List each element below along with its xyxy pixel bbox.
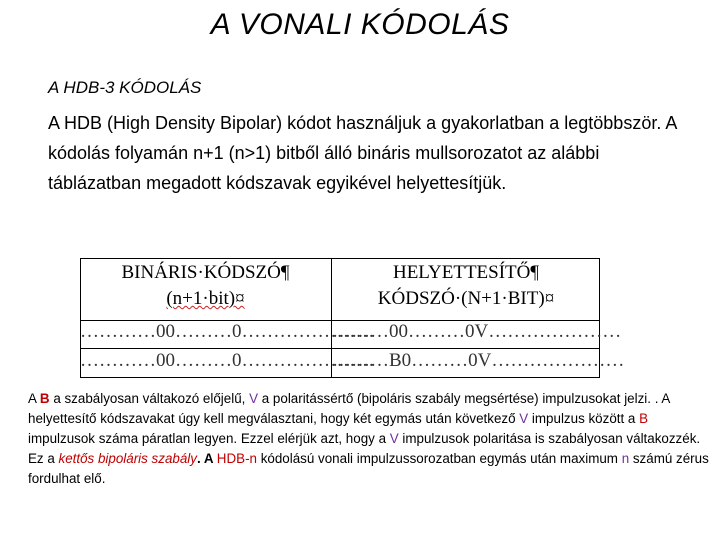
hdb-n-term: HDB-n	[216, 451, 257, 466]
text-span: A	[28, 391, 40, 406]
text-span: a polaritássértő (bipoláris szabály megsértése) impulzusokat jelzi. . A helyettesítő kódszavakat úgy kell megválasztani, hogy két egymás után következő	[28, 391, 670, 426]
highlight-phrase: kettős bipoláris szabály	[58, 451, 197, 466]
section-subtitle: A HDB-3 KÓDOLÁS	[48, 78, 202, 97]
text-span: impulzus között a	[528, 411, 640, 426]
code-table	[80, 258, 625, 378]
text-span: impulzusok száma páratlan legyen. Ezzel elérjük azt, hogy a	[28, 431, 390, 446]
table-row-1-binary: …………00………0…………………	[80, 321, 375, 342]
symbol-v: V	[389, 431, 399, 446]
text-span: . A	[196, 451, 217, 466]
header-replacement-line1: HELYETTESÍTŐ¶	[392, 262, 539, 283]
intro-paragraph: A HDB (High Density Bipolar) kódot használjuk a gyakorlatban a legtöbbször. A kódolás folyamán n+1 (n>1) bitből álló bináris mullsorozatot az alábbi táblázatban megadott kódszavak egyikével helyettesítjük.	[48, 113, 677, 193]
symbol-v: V	[519, 411, 529, 426]
table-row-divider	[80, 348, 600, 349]
symbol-b: B	[639, 411, 649, 426]
header-binary-line2-text: (n+1·bit)¤	[166, 288, 245, 309]
header-binary-line1: BINÁRIS·KÓDSZÓ¶	[121, 262, 290, 283]
symbol-b: B	[39, 391, 50, 406]
page-title: A VONALI KÓDOLÁS	[210, 8, 510, 41]
symbol-n: n	[621, 451, 630, 466]
text-span: számú zérus fordulhat elő.	[28, 451, 709, 486]
header-binary-line2	[80, 288, 331, 310]
table-row-2-binary: …………00………0…………………	[80, 350, 375, 371]
header-replacement-line2: KÓDSZÓ·(N+1·BIT)¤	[377, 288, 555, 309]
table-row-2-replacement: ………B0………0V…………………	[332, 350, 625, 371]
table-row-1-replacement: ………00………0V…………………	[332, 321, 622, 342]
explanation-paragraph	[28, 389, 710, 489]
text-span: kódolású vonali impulzussorozatban egymás után maximum	[256, 451, 622, 466]
symbol-v: V	[249, 391, 259, 406]
text-span: impulzusok polaritása is szabályosan váltakozzék. Ez a	[28, 431, 701, 466]
text-span: a szabályosan váltakozó előjelű,	[49, 391, 250, 406]
